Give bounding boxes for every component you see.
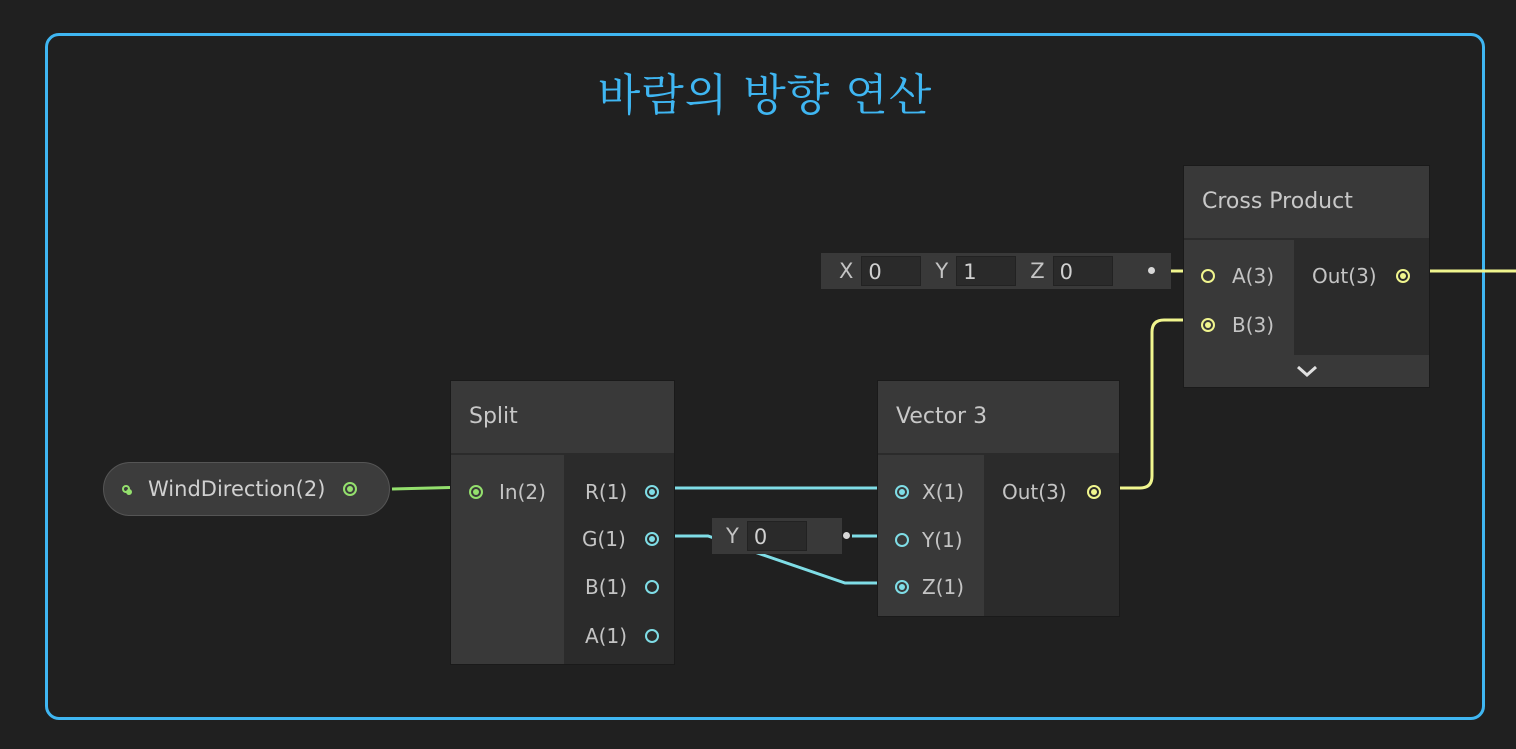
vector3-node[interactable] xyxy=(878,381,1119,616)
chevron-down-icon xyxy=(1296,364,1318,378)
split-in-dot[interactable] xyxy=(469,485,483,499)
split-out-a[interactable] xyxy=(585,624,659,648)
cross-out[interactable] xyxy=(1312,264,1410,288)
cross-out-label: Out(3) xyxy=(1312,264,1377,288)
vector3-in-y[interactable] xyxy=(895,528,963,552)
split-in-label: In(2) xyxy=(499,480,546,504)
split-out-r-label: R(1) xyxy=(585,480,628,504)
split-title[interactable]: Split xyxy=(451,381,674,453)
cross-product-node[interactable] xyxy=(1184,166,1429,387)
cross-expand-toggle[interactable] xyxy=(1184,355,1429,387)
vector3-y-axis-label: Y xyxy=(726,524,739,548)
vector3-y-inline-field[interactable] xyxy=(712,518,842,554)
winddirection-property-node[interactable] xyxy=(103,462,390,516)
cross-input-panel xyxy=(1184,240,1294,355)
property-output-port[interactable] xyxy=(343,482,357,496)
vector3-in-y-label: Y(1) xyxy=(922,528,963,552)
property-label: WindDirection(2) xyxy=(148,477,326,501)
split-out-r-dot[interactable] xyxy=(645,485,659,499)
cross-in-a-label: A(3) xyxy=(1232,264,1275,288)
vector3-in-z-label: Z(1) xyxy=(922,575,965,599)
cross-a-z-value-input[interactable]: 0 xyxy=(1053,256,1113,286)
vector3-in-z-dot[interactable] xyxy=(895,580,909,594)
vector3-in-x-dot[interactable] xyxy=(895,485,909,499)
split-node[interactable] xyxy=(451,381,674,664)
vector3-in-x-label: X(1) xyxy=(922,480,965,504)
cross-in-a-dot[interactable] xyxy=(1201,269,1215,283)
split-out-b-label: B(1) xyxy=(585,575,628,599)
cross-a-field-connector-icon xyxy=(1148,267,1155,274)
vector3-y-field-connector-icon xyxy=(843,532,850,539)
cross-a-y-value-input[interactable]: 1 xyxy=(956,256,1016,286)
split-out-g[interactable] xyxy=(582,527,659,551)
split-out-r[interactable] xyxy=(585,480,659,504)
cross-in-b-label: B(3) xyxy=(1232,313,1275,337)
split-out-b-dot[interactable] xyxy=(645,580,659,594)
vector3-out-label: Out(3) xyxy=(1002,480,1067,504)
split-out-g-dot[interactable] xyxy=(645,532,659,546)
split-out-a-dot[interactable] xyxy=(645,629,659,643)
split-out-b[interactable] xyxy=(585,575,659,599)
cross-out-dot[interactable] xyxy=(1396,269,1410,283)
vector3-title[interactable]: Vector 3 xyxy=(878,381,1119,453)
vector3-out-dot[interactable] xyxy=(1087,485,1101,499)
cross-a-inline-field[interactable] xyxy=(821,253,1171,289)
split-out-a-label: A(1) xyxy=(585,624,628,648)
cross-a-x-value-input[interactable]: 0 xyxy=(861,256,921,286)
vector3-in-y-dot[interactable] xyxy=(895,533,909,547)
split-in-port[interactable] xyxy=(469,480,546,504)
vector3-out[interactable] xyxy=(1002,480,1101,504)
vector3-in-x[interactable] xyxy=(895,480,964,504)
cross-in-b[interactable] xyxy=(1201,313,1274,337)
cross-a-x-axis-label: X xyxy=(839,259,854,283)
cross-in-b-dot[interactable] xyxy=(1201,318,1215,332)
vector3-y-value-input[interactable]: 0 xyxy=(747,521,807,551)
property-indicator-icon xyxy=(122,485,130,493)
cross-a-y-axis-label: Y xyxy=(935,259,949,283)
cross-title[interactable]: Cross Product xyxy=(1184,166,1429,238)
vector3-in-z[interactable] xyxy=(895,575,964,599)
cross-in-a[interactable] xyxy=(1201,264,1274,288)
split-out-g-label: G(1) xyxy=(582,527,626,551)
cross-a-z-axis-label: Z xyxy=(1030,259,1045,283)
group-title[interactable]: 바람의 방향 연산 xyxy=(597,70,933,121)
